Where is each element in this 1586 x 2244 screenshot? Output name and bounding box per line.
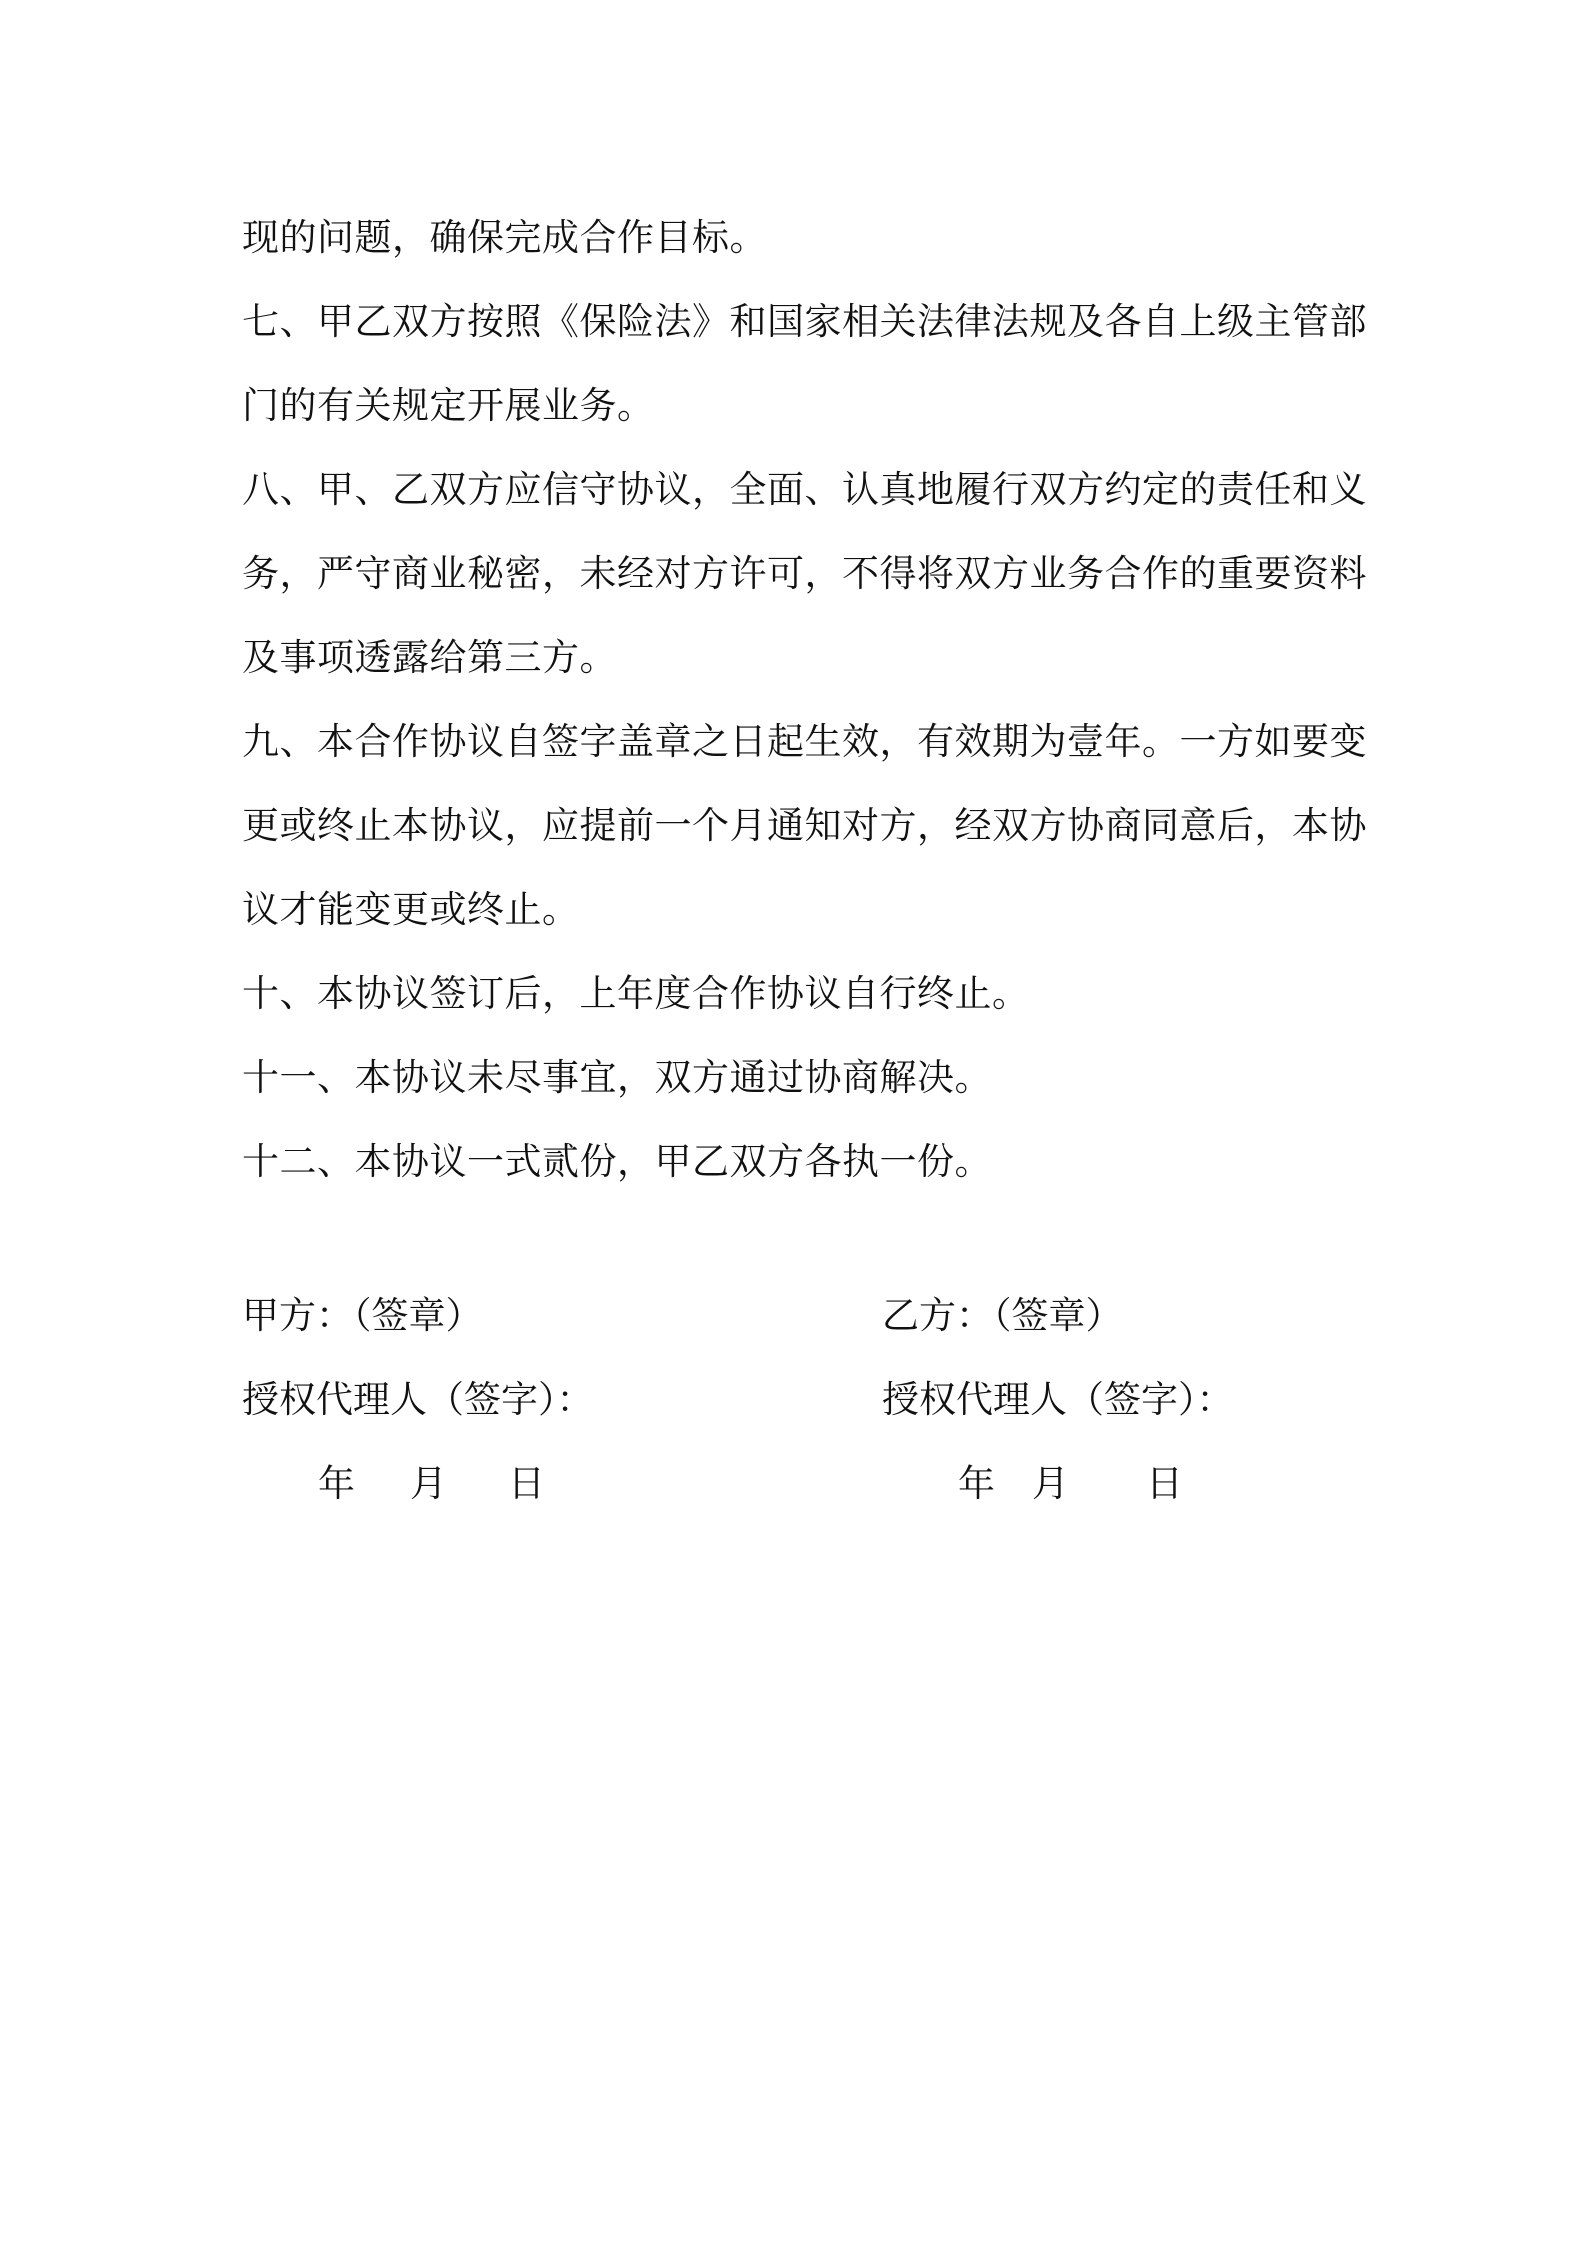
body-line: 八、甲、乙双方应信守协议，全面、认真地履行双方约定的责任和义 [242,468,1367,511]
party-a-signature-block [242,1274,594,1526]
party-b-year-label: 年 [958,1462,995,1505]
agreement-body [242,196,1367,1204]
body-line: 十一、本协议未尽事宜，双方通过协商解决。 [242,1056,992,1099]
party-b-month-label: 月 [1032,1462,1069,1505]
body-line: 现的问题，确保完成合作目标。 [242,216,767,259]
party-b-seal-label: 乙方：（签章） [882,1294,1123,1337]
body-line: 议才能变更或终止。 [242,888,580,931]
party-b-day-label: 日 [1146,1462,1183,1505]
party-b-agent-label: 授权代理人（签字）： [882,1378,1234,1421]
party-b-signature-block [882,1274,1234,1526]
body-line: 及事项透露给第三方。 [242,636,617,679]
party-a-day-label: 日 [508,1462,545,1505]
body-line: 十二、本协议一式贰份，甲乙双方各执一份。 [242,1140,992,1183]
body-line: 更或终止本协议，应提前一个月通知对方，经双方协商同意后，本协 [242,804,1367,847]
body-line: 务，严守商业秘密，未经对方许可，不得将双方业务合作的重要资料 [242,552,1367,595]
party-a-date-row [242,1442,594,1526]
party-a-month-label: 月 [410,1462,447,1505]
body-line: 门的有关规定开展业务。 [242,384,655,427]
party-a-year-label: 年 [318,1462,355,1505]
body-line: 七、甲乙双方按照《保险法》和国家相关法律法规及各自上级主管部 [242,300,1367,343]
party-a-seal-label: 甲方：（签章） [242,1294,483,1337]
body-line: 十、本协议签订后，上年度合作协议自行终止。 [242,972,1030,1015]
party-b-date-row [882,1442,1234,1526]
body-line: 九、本合作协议自签字盖章之日起生效，有效期为壹年。一方如要变 [242,720,1367,763]
party-a-agent-label: 授权代理人（签字）： [242,1378,594,1421]
